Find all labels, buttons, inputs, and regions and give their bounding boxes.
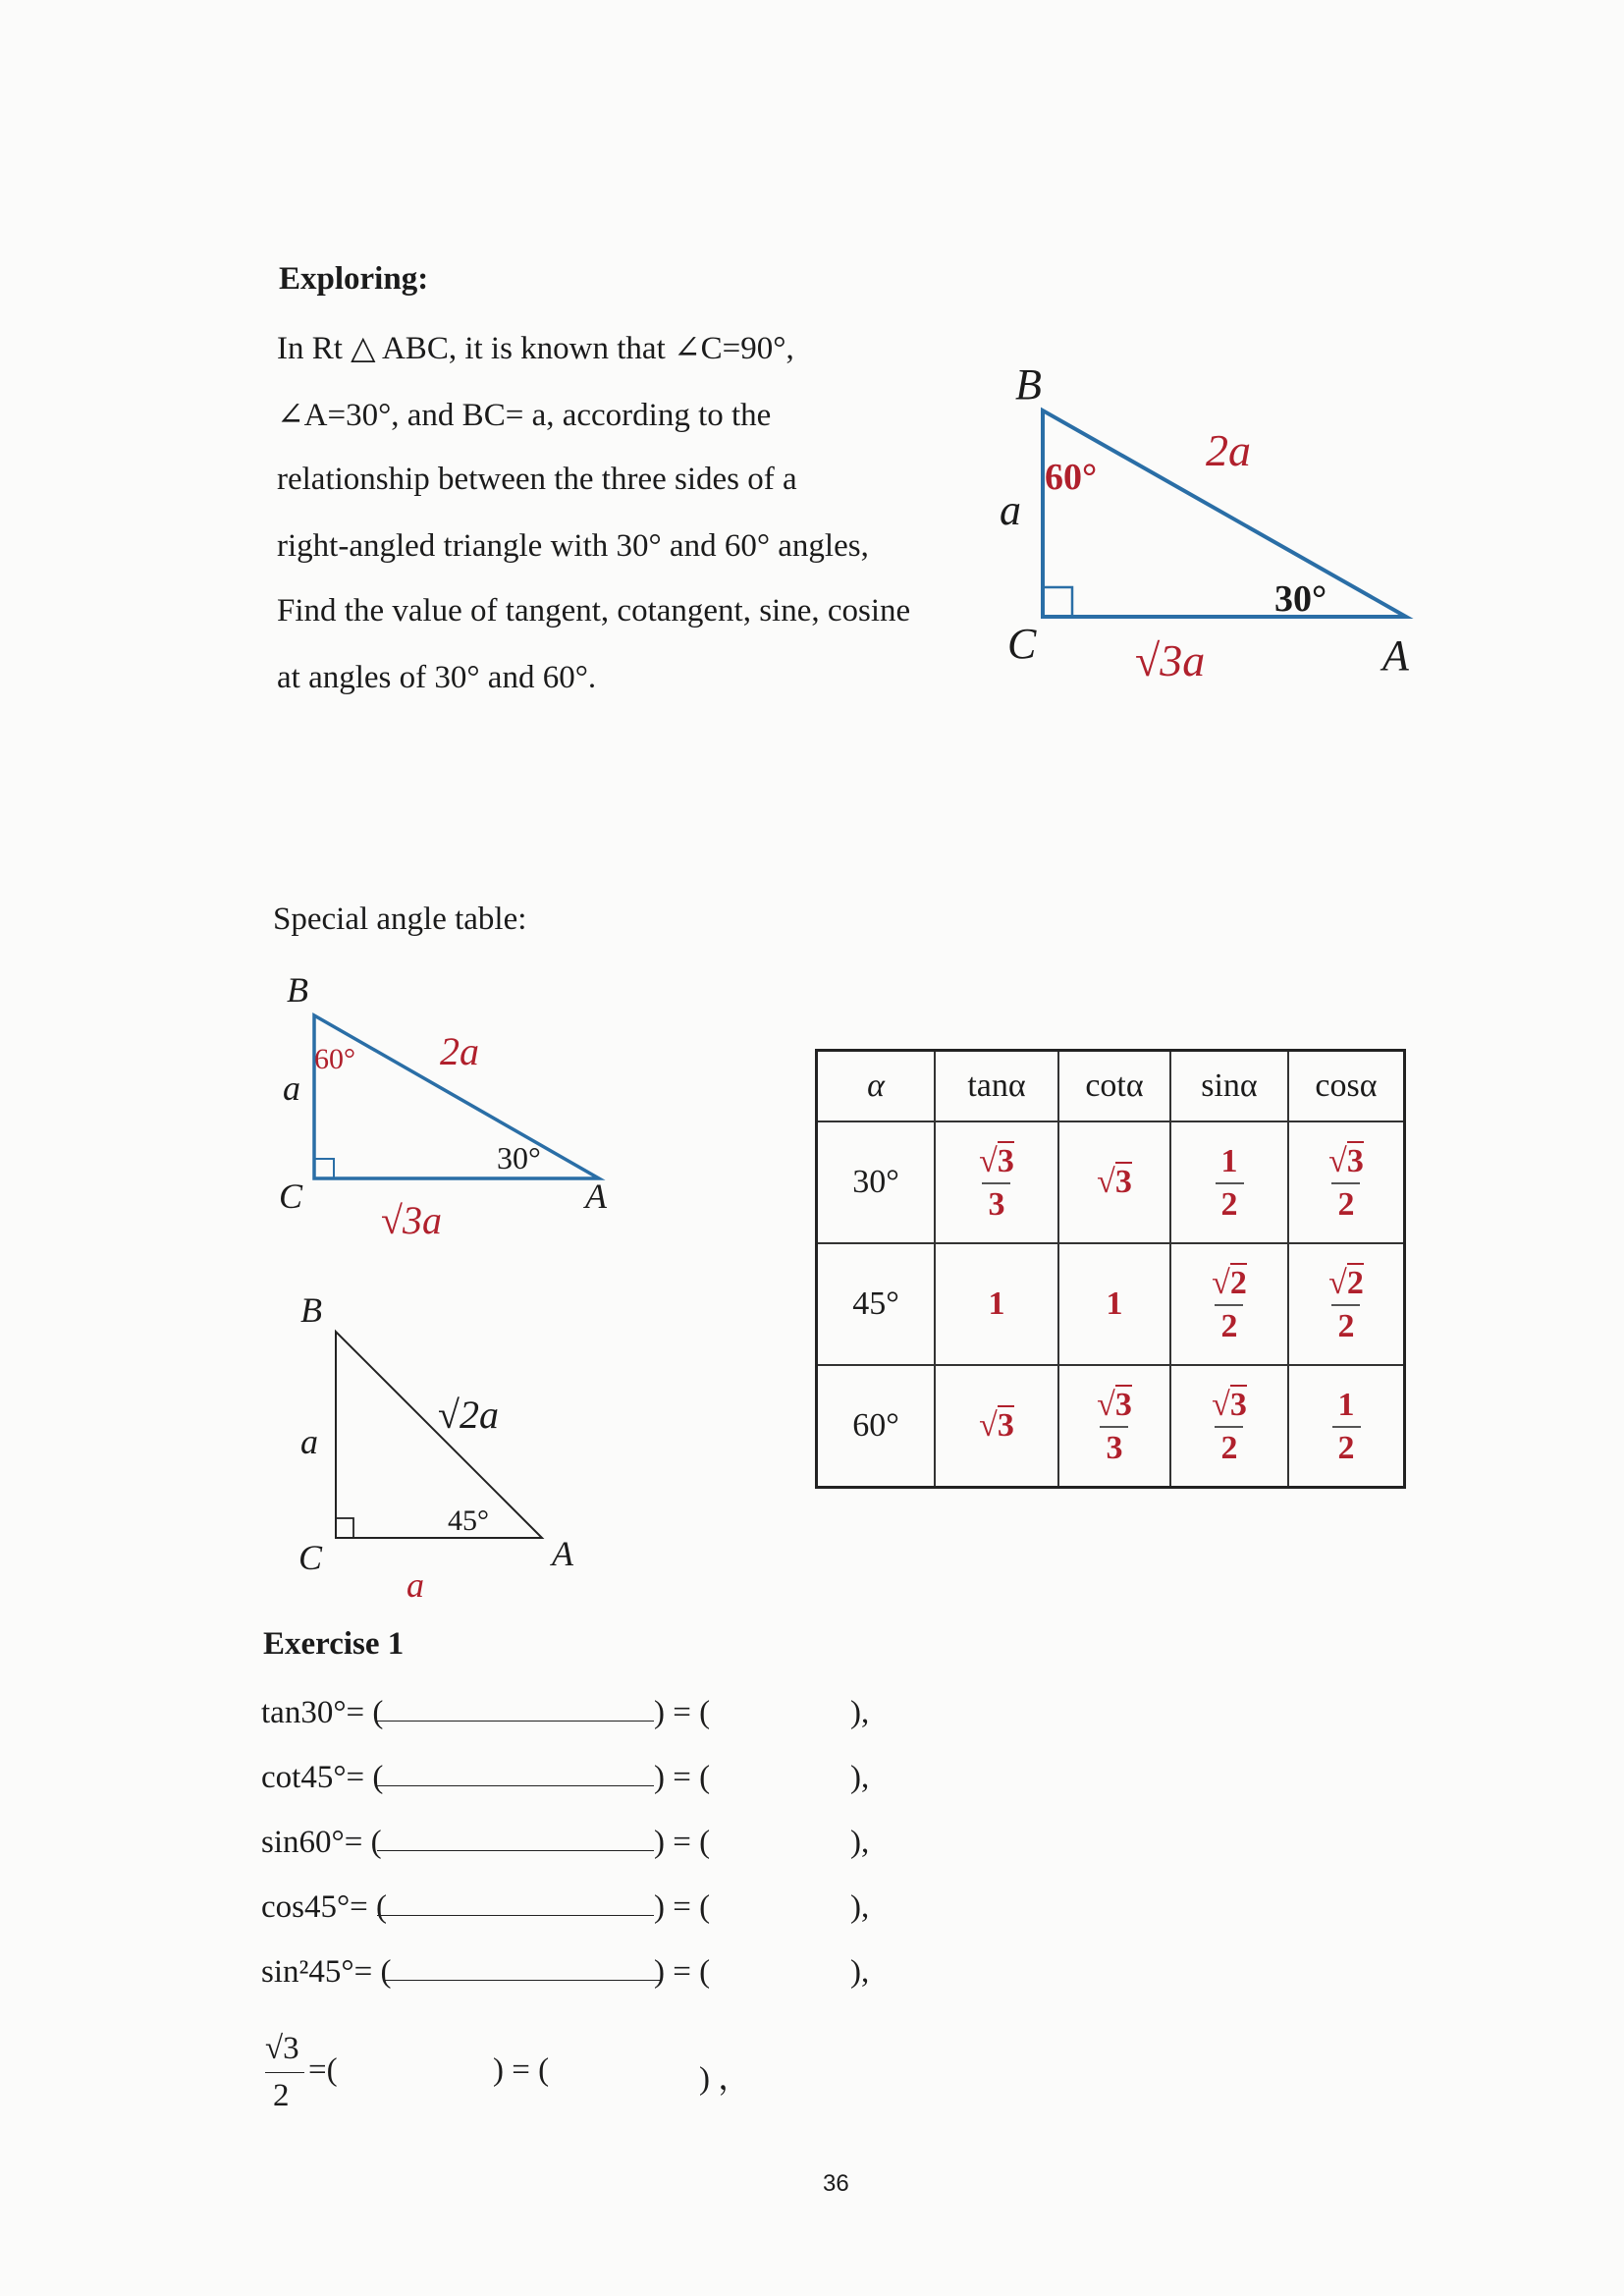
angle-cell: 45° (817, 1243, 936, 1365)
intro-line-2: ∠A=30°, and BC= a, according to the (277, 398, 772, 433)
exercise-row-fraction (265, 2031, 854, 2119)
exercise-title: Exercise 1 (263, 1626, 405, 1662)
sin-cell: $\frac{1}{2}$ (1170, 1121, 1288, 1243)
table-row-45 (817, 1243, 1405, 1365)
exercise-close: ), (850, 1954, 870, 1990)
table-header-row (817, 1051, 1405, 1122)
exercise-close: ), (850, 1695, 870, 1730)
exercise-row (261, 1760, 948, 1809)
side-ca-label: √3a (381, 1198, 442, 1237)
sin-cell: $\frac{√3}{2}$ (1170, 1365, 1288, 1487)
cot-cell: 1 (1058, 1243, 1170, 1365)
special-table-title: Special angle table: (273, 902, 527, 937)
exercise-row (261, 1889, 948, 1939)
header-tan: tanα (935, 1051, 1058, 1122)
answer-blank-line[interactable] (377, 1721, 654, 1722)
side-ca-label: √3a (1135, 635, 1206, 685)
intro-line-5: Find the value of tangent, cotangent, sine, cosine (277, 593, 911, 629)
triangle-30-60-diagram (265, 972, 638, 1237)
vertex-b-label: B (287, 972, 308, 1010)
vertex-a-label: A (585, 1176, 607, 1216)
exploring-heading: Exploring: (279, 261, 429, 297)
answer-blank-line[interactable] (377, 1915, 654, 1916)
intro-line-4: right-angled triangle with 30° and 60° angles, (277, 528, 869, 564)
vertex-a-label: A (1382, 631, 1409, 680)
angle-a-label: 45° (448, 1504, 489, 1537)
side-ab-label: 2a (440, 1029, 479, 1073)
exercise-equals: ) = ( (654, 1825, 711, 1860)
answer-blank-line[interactable] (377, 1785, 654, 1786)
side-bc-label: a (283, 1068, 300, 1108)
cos-cell: $\frac{√2}{2}$ (1288, 1243, 1405, 1365)
cot-cell: $\frac{√3}{3}$ (1058, 1365, 1170, 1487)
side-bc-label: a (1000, 486, 1021, 534)
table-row-30 (817, 1121, 1405, 1243)
tan-cell: $\frac{√3}{3}$ (935, 1121, 1058, 1243)
vertex-c-label: C (279, 1176, 303, 1216)
header-cot: cotα (1058, 1051, 1170, 1122)
tan-cell: 1 (935, 1243, 1058, 1365)
fraction-tail: ) ， (699, 2061, 751, 2097)
angle-b-label: 60° (1045, 457, 1098, 498)
vertex-c-label: C (298, 1538, 323, 1577)
side-ab-label: 2a (1206, 425, 1251, 475)
fraction-bar (265, 2072, 304, 2073)
side-bc-label: a (300, 1422, 318, 1461)
header-cos: cosα (1288, 1051, 1405, 1122)
cos-cell: $\frac{√3}{2}$ (1288, 1121, 1405, 1243)
fraction-equals: =( (308, 2052, 338, 2088)
page-number: 36 (823, 2170, 849, 2197)
intro-line-1: In Rt △ ABC, it is known that ∠C=90°, (277, 331, 794, 366)
angle-cell: 30° (817, 1121, 936, 1243)
exercise-label: cos45°= ( (261, 1889, 388, 1925)
header-alpha: α (817, 1051, 936, 1122)
tan-cell: √3 (935, 1365, 1058, 1487)
table-row-60 (817, 1365, 1405, 1487)
cos-cell: $\frac{1}{2}$ (1288, 1365, 1405, 1487)
exercise-row (261, 1954, 948, 2003)
triangle-45-diagram (285, 1296, 609, 1611)
side-ca-label: a (406, 1565, 424, 1605)
fraction-denominator: 2 (273, 2078, 290, 2113)
exercise-equals: ) = ( (654, 1954, 711, 1990)
angle-a-label: 30° (497, 1140, 541, 1175)
exercise-close: ), (850, 1889, 870, 1925)
exercise-close: ), (850, 1825, 870, 1860)
cot-cell: √3 (1058, 1121, 1170, 1243)
exercise-label: sin60°= ( (261, 1825, 382, 1860)
angle-b-label: 60° (314, 1043, 355, 1075)
sin-cell: $\frac{√2}{2}$ (1170, 1243, 1288, 1365)
side-ab-label: √2a (438, 1393, 499, 1437)
exercise-row (261, 1825, 948, 1874)
exercise-close: ), (850, 1760, 870, 1795)
header-sin: sinα (1170, 1051, 1288, 1122)
angle-cell: 60° (817, 1365, 936, 1487)
angle-a-label: 30° (1274, 578, 1327, 620)
answer-blank-line[interactable] (377, 1850, 654, 1851)
special-angle-table (815, 1049, 1406, 1489)
answer-blank-line[interactable] (383, 1980, 660, 1981)
vertex-b-label: B (1015, 363, 1042, 409)
exercise-equals: ) = ( (654, 1889, 711, 1925)
vertex-c-label: C (1007, 620, 1037, 668)
fraction-numerator: √3 (265, 2031, 299, 2066)
exercise-label: cot45°= ( (261, 1760, 384, 1795)
exercise-label: sin²45°= ( (261, 1954, 392, 1990)
exercise-label: tan30°= ( (261, 1695, 384, 1730)
intro-line-6: at angles of 30° and 60°. (277, 660, 597, 695)
vertex-a-label: A (552, 1534, 573, 1573)
main-triangle-diagram (972, 363, 1434, 687)
exercise-equals: ) = ( (654, 1695, 711, 1730)
vertex-b-label: B (300, 1296, 322, 1330)
exercise-row (261, 1695, 948, 1744)
fraction-middle: ) = ( (493, 2052, 550, 2088)
exercise-equals: ) = ( (654, 1760, 711, 1795)
intro-line-3: relationship between the three sides of a (277, 462, 797, 497)
